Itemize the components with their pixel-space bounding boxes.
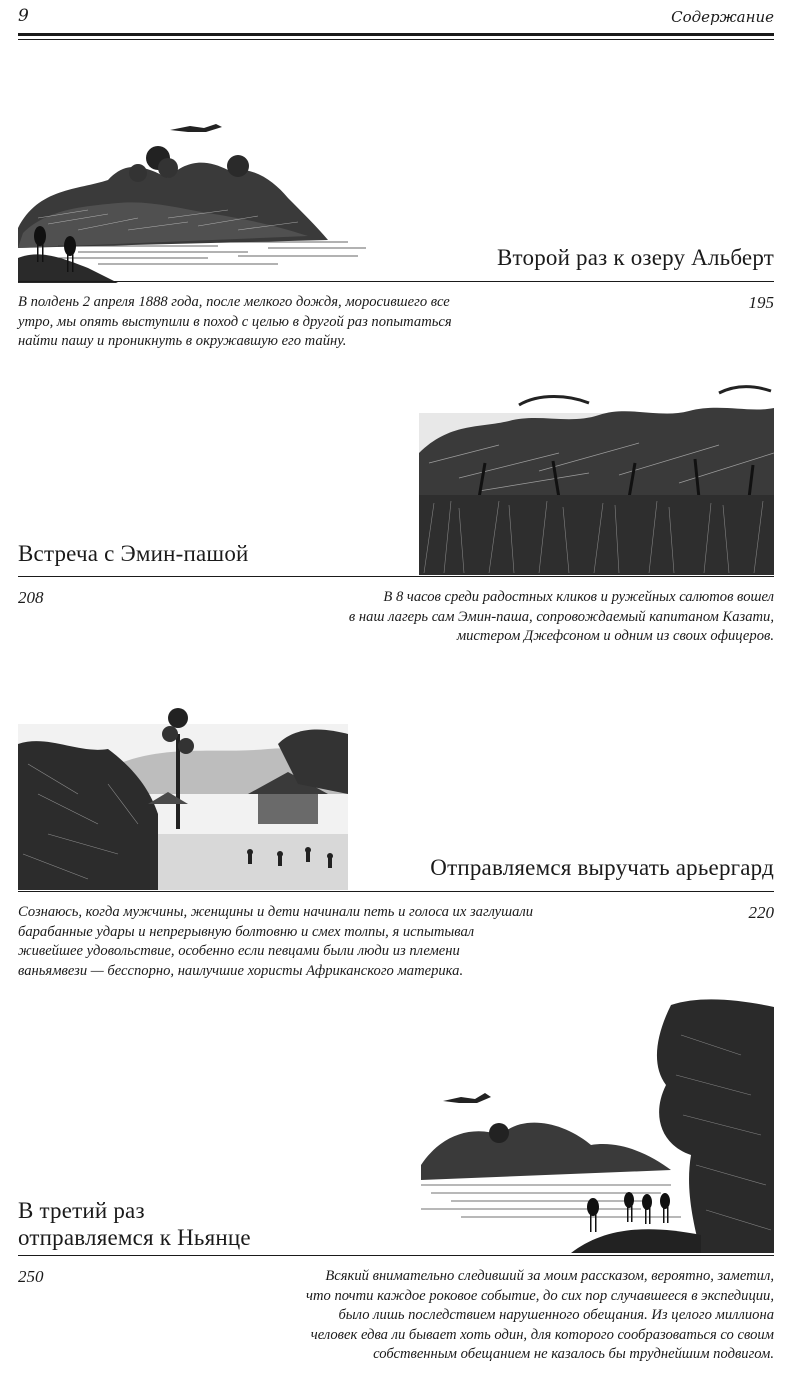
chapter-2-description: В 8 часов среди радостных кликов и ружейных салютов вошел в наш лагерь сам Эмин-паша, сопровождаемый капитаном Казати, мистером Джефсоном и одним из своих офицеров.	[348, 589, 774, 645]
chapter-4-rule	[18, 1255, 774, 1256]
chapter-3-description: Сознаюсь, когда мужчины, женщины и дети начинали петь и голоса их заглушали барабанные удары и непрерывную болтовню и смех толпы, я испытывал живейшее удовольствие, особенно если певцами были люди из племени ваньямвези — бесспорно, наилучшие хористы Африканского материка.	[18, 904, 534, 979]
chapter-1-page: 195	[748, 293, 774, 312]
chapter-1-description: В полдень 2 апреля 1888 года, после мелкого дождя, моросившего все утро, мы опять выступили в поход с целью в другой раз попытаться найти пашу и проникнуть в окружавшую его тайну.	[18, 294, 452, 350]
chapter-3-page: 220	[748, 903, 774, 922]
chapter-1-title: Второй раз к озеру Альберт	[497, 245, 774, 270]
chapter-1-rule	[18, 281, 774, 282]
chapter-2-rule	[18, 576, 774, 577]
header-rule-thin	[18, 39, 774, 40]
chapter-4-engraving	[421, 995, 774, 1253]
chapter-2-page: 208	[18, 588, 44, 607]
header-rule-thick	[18, 33, 774, 36]
chapter-4-page: 250	[18, 1267, 44, 1286]
chapter-4-title: В третий раз отправляемся к Ньянце	[18, 1198, 251, 1250]
chapter-3-title: Отправляемся выручать арьергард	[430, 855, 774, 880]
running-header-title: Содержание	[671, 8, 774, 26]
chapter-1-engraving	[18, 118, 366, 283]
chapter-2-engraving	[419, 383, 774, 575]
chapter-4-description: Всякий внимательно следивший за моим рассказом, вероятно, заметил, что почти каждое роковое событие, до сих пор случавшееся в экспедиции, было лишь последствием нарушенного обещания. Из целого миллиона человек едва ли бывает хоть один, для которого сообразоваться со своим собственным обещанием не казалось бы труднейшим подвигом.	[306, 1268, 774, 1363]
chapter-3-rule	[18, 891, 774, 892]
page-number: 9	[18, 6, 29, 26]
chapter-3-engraving	[18, 704, 348, 890]
chapter-2-title: Встреча с Эмин-пашой	[18, 541, 249, 566]
